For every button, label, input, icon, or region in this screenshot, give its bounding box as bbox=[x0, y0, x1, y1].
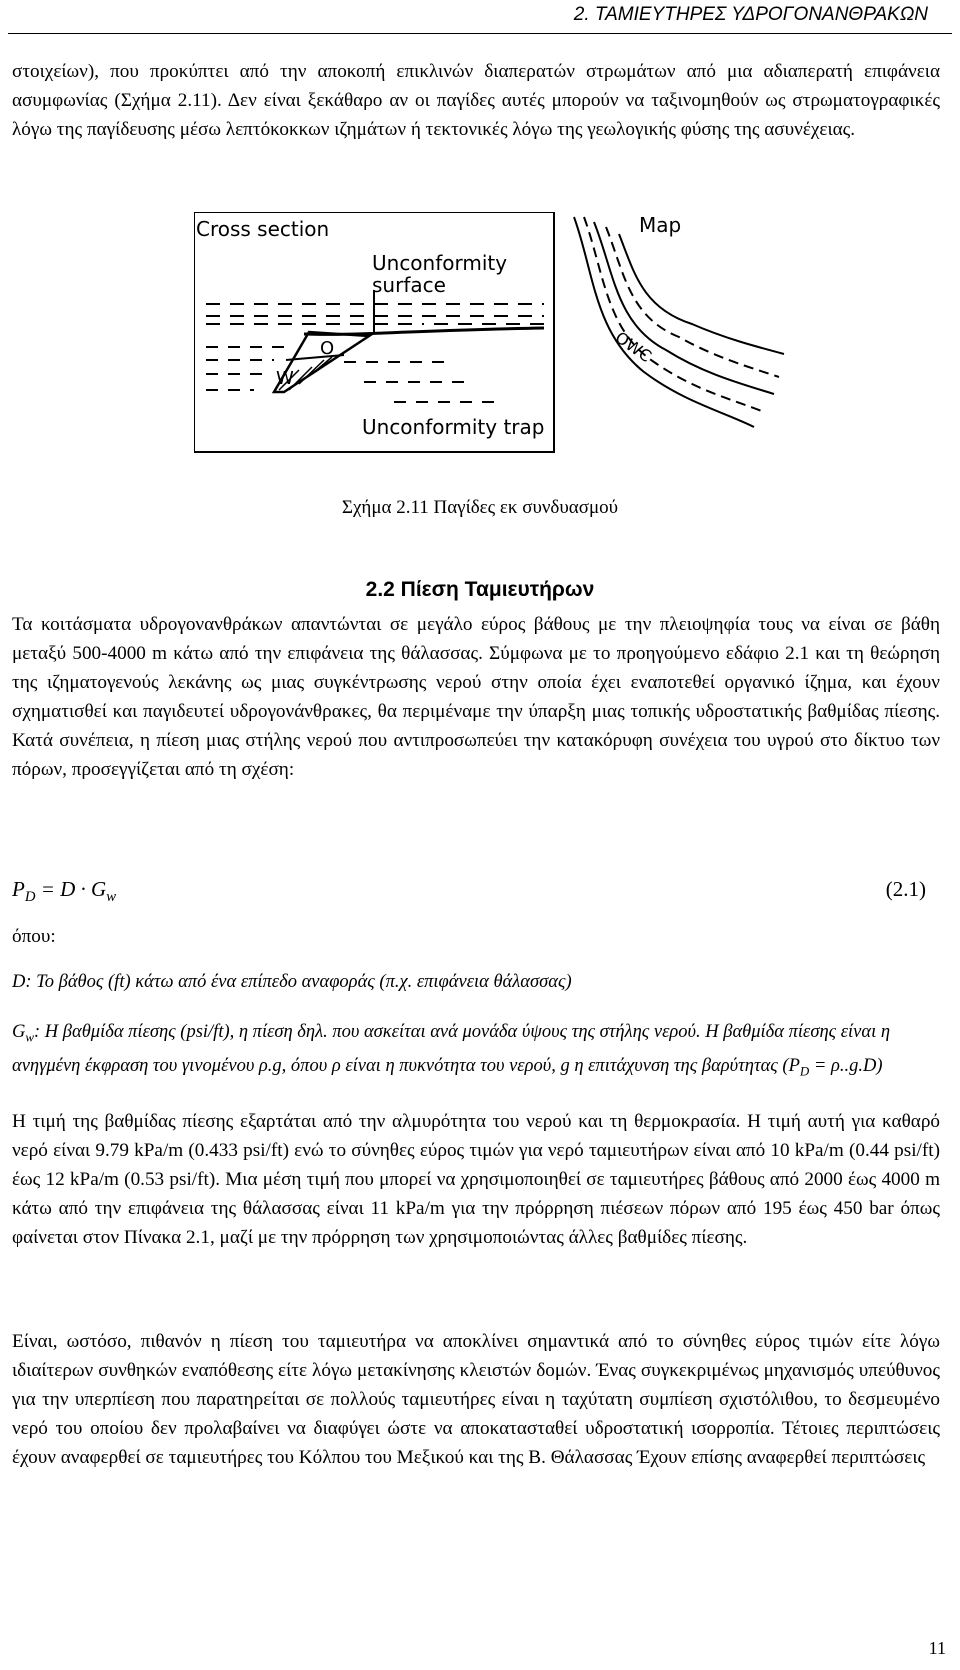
cross-section-label: Cross section bbox=[196, 217, 330, 241]
gw-sub: w bbox=[25, 1029, 35, 1045]
unconformity-label-line2: surface bbox=[372, 273, 446, 297]
trap-label: Unconformity trap bbox=[362, 415, 545, 439]
figure-drawing bbox=[194, 212, 794, 482]
running-header: 2. ΤΑΜΙΕΥΤΗΡΕΣ ΥΔΡΟΓΟΝΑΝΘΡΑΚΩΝ bbox=[573, 4, 928, 25]
equation-rhs: = D · G bbox=[40, 877, 107, 901]
water-label: W bbox=[276, 368, 294, 389]
equation-lhs-sub: D bbox=[24, 889, 36, 906]
page-number: 11 bbox=[928, 1638, 946, 1658]
definition-d: D: Το βάθος (ft) κάτω από ένα επίπεδο αναφοράς (π.χ. επιφάνεια θάλασσας) bbox=[12, 972, 572, 992]
unconformity-label-line1: Unconformity bbox=[372, 251, 508, 275]
gw-formula-rest: = ρ..g.D bbox=[809, 1055, 877, 1076]
definition-gw bbox=[12, 1018, 940, 1085]
intro-paragraph: στοιχείων), που προκύπτει από την αποκοπή επικλινών διαπερατών στρωμάτων από μια αδιαπερατή επιφάνεια ασυμφωνίας (Σχήμα 2.11). Δεν είναι ξεκάθαρο αν οι παγίδες αυτές μπορούν να ταξινομηθούν ως στρωματογραφικές λόγω της παγίδευσης μέσω λεπτόκοκκων ιζημάτων ή τεκτονικές λόγω της γεωλογικής φύσης της ασυνέχειας. bbox=[12, 61, 940, 140]
equation-2-1 bbox=[12, 877, 940, 909]
equation-lhs: P bbox=[12, 877, 25, 901]
gw-definition-text: : Η βαθμίδα πίεσης (psi/ft), η πίεση δηλ. που ασκείται ανά μονάδα ύψους της στήλης νερού. Η βαθμίδα πίεσης είναι η ανηγμένη έκφραση του γινομένου ρ.g, όπου ρ είναι η πυκνότητα του νερού, g η επιτάχυνση της βαρύτητας ( bbox=[12, 1022, 891, 1076]
section-heading: 2.2 Πίεση Ταμιευτήρων bbox=[365, 578, 595, 601]
paragraph-4: Είναι, ωστόσο, πιθανόν η πίεση του ταμιευτήρα να αποκλίνει σημαντικά από το σύνηθες εύρος τιμών είτε λόγω ιδιαίτερων συνθηκών εναπόθεσης είτε λόγω μετακίνησης κλειστών δομών. Ένας συγκεκριμένως μηχανισμός υπεύθυνος για την υπερπίεση που παρατηρείται σε πολλούς ταμιευτήρες είναι η ταχύτατη συμπίεση σχιστόλιθου, το δεσμευμένο νερό του οποίου δεν προλαβαίνει να διαφύγει ώστε να αποκατασταθεί υδροστατική ισορροπία. Τέτοιες περιπτώσεις έχουν αναφερθεί σε ταμιευτήρες του Κόλπου του Μεξικού και της Β. Θάλασσας Έχουν επίσης αναφερθεί περιπτώσεις bbox=[12, 1331, 940, 1468]
map-contours bbox=[574, 217, 784, 427]
figure-unconformity-trap bbox=[194, 212, 794, 482]
figure-caption: Σχήμα 2.11 Παγίδες εκ συνδυασμού bbox=[341, 497, 619, 518]
header-rule bbox=[8, 33, 952, 34]
gw-formula-p: P bbox=[788, 1055, 800, 1076]
oil-label: O bbox=[320, 338, 335, 359]
where-label: όπου: bbox=[12, 926, 56, 947]
owc-label: OWC bbox=[611, 327, 656, 366]
gw-symbol: G bbox=[12, 1022, 26, 1042]
gw-formula-sub: D bbox=[799, 1063, 810, 1079]
paragraph-3: Η τιμή της βαθμίδας πίεσης εξαρτάται από την αλμυρότητα του νερού και τη θερμοκρασία. Η τιμή αυτή για καθαρό νερό είναι 9.79 kPa/m (0.433 psi/ft) ενώ το σύνηθες εύρος τιμών για νερό ταμιευτήρων είναι από 10 kPa/m (0.44 psi/ft) έως 12 kPa/m (0.53 psi/ft). Μια μέση τιμή που μπορεί να χρησιμοποιηθεί σε ταμιευτήρες βάθους από 2000 έως 4000 m κάτω από την επιφάνεια της θάλασσας είναι 11 kPa/m για την πρόρρηση πιέσεων πόρων από 195 έως 450 bar όπως φαίνεται στον Πίνακα 2.1, μαζί με την πρόρρηση των χρησιμοποιώντας άλλες βαθμίδες πίεσης. bbox=[12, 1111, 940, 1248]
equation-number: (2.1) bbox=[885, 877, 926, 901]
gw-close: ) bbox=[876, 1055, 883, 1076]
equation-rhs-sub: w bbox=[106, 889, 116, 906]
equation-body bbox=[12, 877, 116, 906]
lower-strata bbox=[206, 347, 494, 402]
map-label: Map bbox=[639, 213, 682, 237]
paragraph-2: Τα κοιτάσματα υδρογονανθράκων απαντώνται σε μεγάλο εύρος βάθους με την πλειοψηφία τους να είναι σε βάθη μεταξύ 500-4000 m κάτω από την επιφάνεια της θάλασσας. Σύμφωνα με το προηγούμενο εδάφιο 2.1 και τη θεώρηση της ιζηματογενούς λεκάνης ως μιας συγκέντρωσης νερού στην οποία έχει εναποτεθεί οργανικό ίζημα, και έχουν σχηματισθεί και παγιδευτεί υδρογονάνθρακες, θα περιμέναμε την ύπαρξη μιας τοπικής υδροστατικής βαθμίδας πίεσης. Κατά συνέπεια, η πίεση μιας στήλης νερού που αντιπροσωπεύει την κατακόρυφη συνέχεια του υγρού στο δίκτυο των πόρων, προσεγγίζεται από τη σχέση: bbox=[12, 614, 940, 780]
